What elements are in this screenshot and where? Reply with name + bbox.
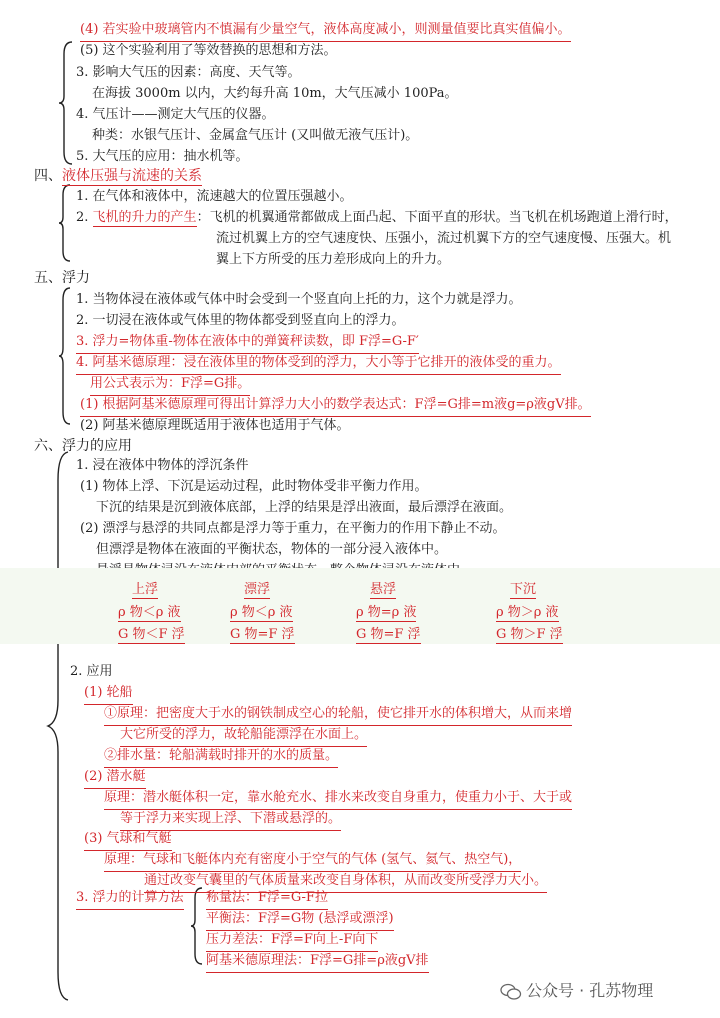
- section4-heading: [34, 166, 202, 186]
- section4-item2-text: ：飞机的机翼通常都做成上面凸起、下面平直的形状。当飞机在机场跑道上滑行时，: [196, 210, 678, 225]
- comparison-density-3: ρ 物＞ρ 液: [496, 601, 559, 622]
- comparison-density-2: ρ 物=ρ 液: [356, 601, 416, 622]
- archimedes-gas: (2) 阿基米德原理既适用于液体也适用于气体。: [80, 418, 350, 433]
- archimedes-formula: 用公式表示为：F浮=G排。: [90, 374, 250, 396]
- brace-section3: [58, 40, 74, 166]
- buoyancy-definition: 1. 当物体浸在液体或气体中时会受到一个竖直向上托的力，这个力就是浮力。: [76, 292, 522, 307]
- section4-title: 液体压强与流速的关系: [62, 168, 202, 184]
- section5-title: 五、浮力: [34, 270, 90, 286]
- section4-item2-line3: 翼上下方所受的压力差形成向上的升力。: [216, 252, 451, 267]
- method-pressure-difference: 压力差法：F浮=F向上-F向下: [206, 930, 378, 952]
- buoyancy-formula-weighing: 3. 浮力=物体重-物体在液体中的弹簧秤读数，即 F浮=G-F′: [76, 332, 419, 354]
- balloon-principle-line2: 通过改变气囊里的气体质量来改变自身体积，从而改变所受浮力大小。: [144, 871, 547, 893]
- float-sink-result: 下沉的结果是沉到液体底部，上浮的结果是浮出液面，最后漂浮在液面。: [96, 500, 513, 515]
- wechat-icon: [500, 983, 522, 1001]
- brace-methods: [190, 886, 204, 966]
- watermark-text: 公众号 · 孔苏物理: [526, 981, 654, 1000]
- brace-section6: [32, 450, 72, 1002]
- section4-item2-title: 飞机的升力的产生: [92, 210, 197, 225]
- comparison-state-3: 下沉: [510, 578, 536, 599]
- method-weighing: 称量法：F浮=G-F拉: [206, 888, 328, 910]
- section4-item2-number: 2.: [76, 210, 89, 225]
- ship-principle-line2: 大它所受的浮力，故轮船能漂浮在水面上。: [120, 725, 367, 747]
- comparison-force-1: G 物=F 浮: [230, 623, 295, 644]
- comparison-state-2: 悬浮: [370, 578, 396, 599]
- methods-title: 3. 浮力的计算方法: [76, 888, 184, 910]
- float-sink-condition: 1. 浸在液体中物体的浮沉条件: [76, 458, 249, 473]
- balloon-title: (3) 气球和气艇: [84, 829, 172, 851]
- balloon-principle: 原理：气球和飞艇体内充有密度小于空气的气体 (氢气、氦气、热空气)，: [104, 850, 521, 872]
- section4-item2-line2: 流过机翼上方的空气速度快、压强小，流过机翼下方的空气速度慢、压强大。机: [216, 231, 672, 246]
- item-altitude: 在海拔 3000m 以内，大约每升高 10m，大气压减小 100Pa。: [92, 86, 458, 101]
- float-suspend-common: (2) 漂浮与悬浮的共同点都是浮力等于重力，在平衡力的作用下静止不动。: [80, 521, 506, 536]
- submarine-principle-line2: 等于浮力来实现上浮、下潜或悬浮的。: [120, 809, 341, 831]
- comparison-density-1: ρ 物＜ρ 液: [230, 601, 293, 622]
- section4-number: 四、: [34, 168, 62, 184]
- applications-title: 2. 应用: [70, 664, 113, 679]
- ship-title: (1) 轮船: [84, 683, 133, 705]
- item-barometer-types: 种类：水银气压计、金属盒气压计 (又叫做无液气压计)。: [92, 128, 419, 143]
- watermark: [500, 978, 653, 1001]
- floating-state: 但漂浮是物体在液面的平衡状态，物体的一部分浸入液体中。: [96, 542, 448, 557]
- comparison-force-2: G 物=F 浮: [356, 623, 421, 644]
- brace-section4: [58, 183, 72, 263]
- item-applications: 5. 大气压的应用：抽水机等。: [76, 149, 249, 164]
- comparison-force-3: G 物＞F 浮: [496, 623, 563, 644]
- method-balance: 平衡法：F浮=G物 (悬浮或漂浮): [206, 909, 394, 931]
- note-leak-air: (4) 若实验中玻璃管内不慎漏有少量空气，液体高度减小，则测量值要比真实值偏小。: [80, 20, 571, 42]
- note-equivalent: (5) 这个实验利用了等效替换的思想和方法。: [80, 43, 337, 58]
- archimedes-principle: 4. 阿基米德原理：浸在液体里的物体受到的浮力，大小等于它排开的液体受的重力。: [76, 353, 561, 375]
- comparison-density-0: ρ 物＜ρ 液: [118, 601, 181, 622]
- item-barometer: 4. 气压计——测定大气压的仪器。: [76, 107, 275, 122]
- method-archimedes: 阿基米德原理法：F浮=G排=ρ液gV排: [206, 951, 429, 973]
- brace-section5: [58, 286, 72, 426]
- comparison-force-0: G 物＜F 浮: [118, 623, 185, 644]
- comparison-state-1: 漂浮: [244, 578, 270, 599]
- submarine-principle: 原理：潜水艇体积一定，靠水舱充水、排水来改变自身重力，使重力小于、大于或: [104, 788, 572, 810]
- submarine-title: (2) 潜水艇: [84, 767, 146, 789]
- item-factors: 3. 影响大气压的因素：高度、天气等。: [76, 65, 301, 80]
- comparison-state-0: 上浮: [132, 578, 158, 599]
- section4-item1: 1. 在气体和液体中，流速越大的位置压强越小。: [76, 189, 353, 204]
- ship-principle: ①原理：把密度大于水的钢铁制成空心的轮船，使它排开水的体积增大，从而来增: [104, 704, 572, 726]
- ship-displacement: ②排水量：轮船满载时排开的水的质量。: [104, 746, 338, 768]
- buoyancy-direction: 2. 一切浸在液体或气体里的物体都受到竖直向上的浮力。: [76, 313, 405, 328]
- section4-item2: [76, 208, 678, 228]
- float-sink-process: (1) 物体上浮、下沉是运动过程，此时物体受非平衡力作用。: [80, 479, 428, 494]
- section6-title: 六、浮力的应用: [34, 438, 132, 454]
- archimedes-expression: (1) 根据阿基米德原理可得出计算浮力大小的数学表达式：F浮=G排=m液g=ρ液gV排。: [80, 395, 591, 417]
